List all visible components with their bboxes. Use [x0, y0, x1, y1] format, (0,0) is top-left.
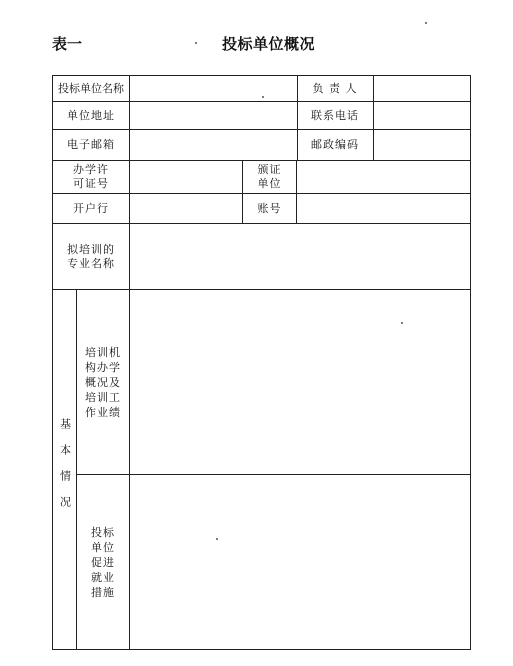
employment-field[interactable]: [130, 475, 470, 649]
email-label: 电子邮箱: [67, 138, 115, 151]
training-overview-text: 培训机 构办学 概况及 培训工 作业绩: [85, 345, 121, 419]
bidder-name-label: 投标单位名称: [58, 81, 124, 95]
license-field[interactable]: [130, 161, 242, 193]
employment-label: [77, 475, 129, 649]
bidder-overview-form: [52, 75, 471, 650]
issuer-label: 颁证 单位: [257, 163, 282, 190]
postcode-label: 邮政编码: [311, 138, 359, 151]
training-overview-field[interactable]: [130, 290, 470, 474]
account-field[interactable]: [297, 194, 470, 223]
address-label: 单位地址: [67, 108, 115, 122]
account-label: 账号: [257, 201, 282, 215]
page-title: 投标单位概况: [222, 35, 316, 53]
phone-field[interactable]: [374, 102, 470, 129]
person-in-charge-label: 负 责 人: [312, 81, 358, 95]
phone-label: 联系电话: [311, 108, 359, 122]
email-field[interactable]: [130, 130, 297, 160]
bank-field[interactable]: [130, 194, 242, 223]
bank-label: 开户行: [73, 201, 109, 215]
training-overview-label: [77, 290, 129, 474]
address-field[interactable]: [130, 102, 297, 129]
issuer-field[interactable]: [297, 161, 470, 193]
basic-info-text: 基本情况: [58, 417, 72, 522]
scan-speck: [195, 42, 197, 44]
major-field[interactable]: [130, 224, 470, 289]
employment-text: 投标 单位 促进 就业 措施: [91, 525, 115, 599]
table-number: 表一: [52, 35, 83, 53]
major-label: 拟培训的 专业名称: [67, 242, 115, 270]
scan-speck: [425, 22, 427, 24]
person-in-charge-field[interactable]: [374, 76, 470, 101]
postcode-field[interactable]: [374, 130, 470, 160]
bidder-name-field[interactable]: [130, 76, 297, 101]
basic-info-label: [53, 290, 76, 649]
license-label: 办学许 可证号: [73, 163, 109, 190]
